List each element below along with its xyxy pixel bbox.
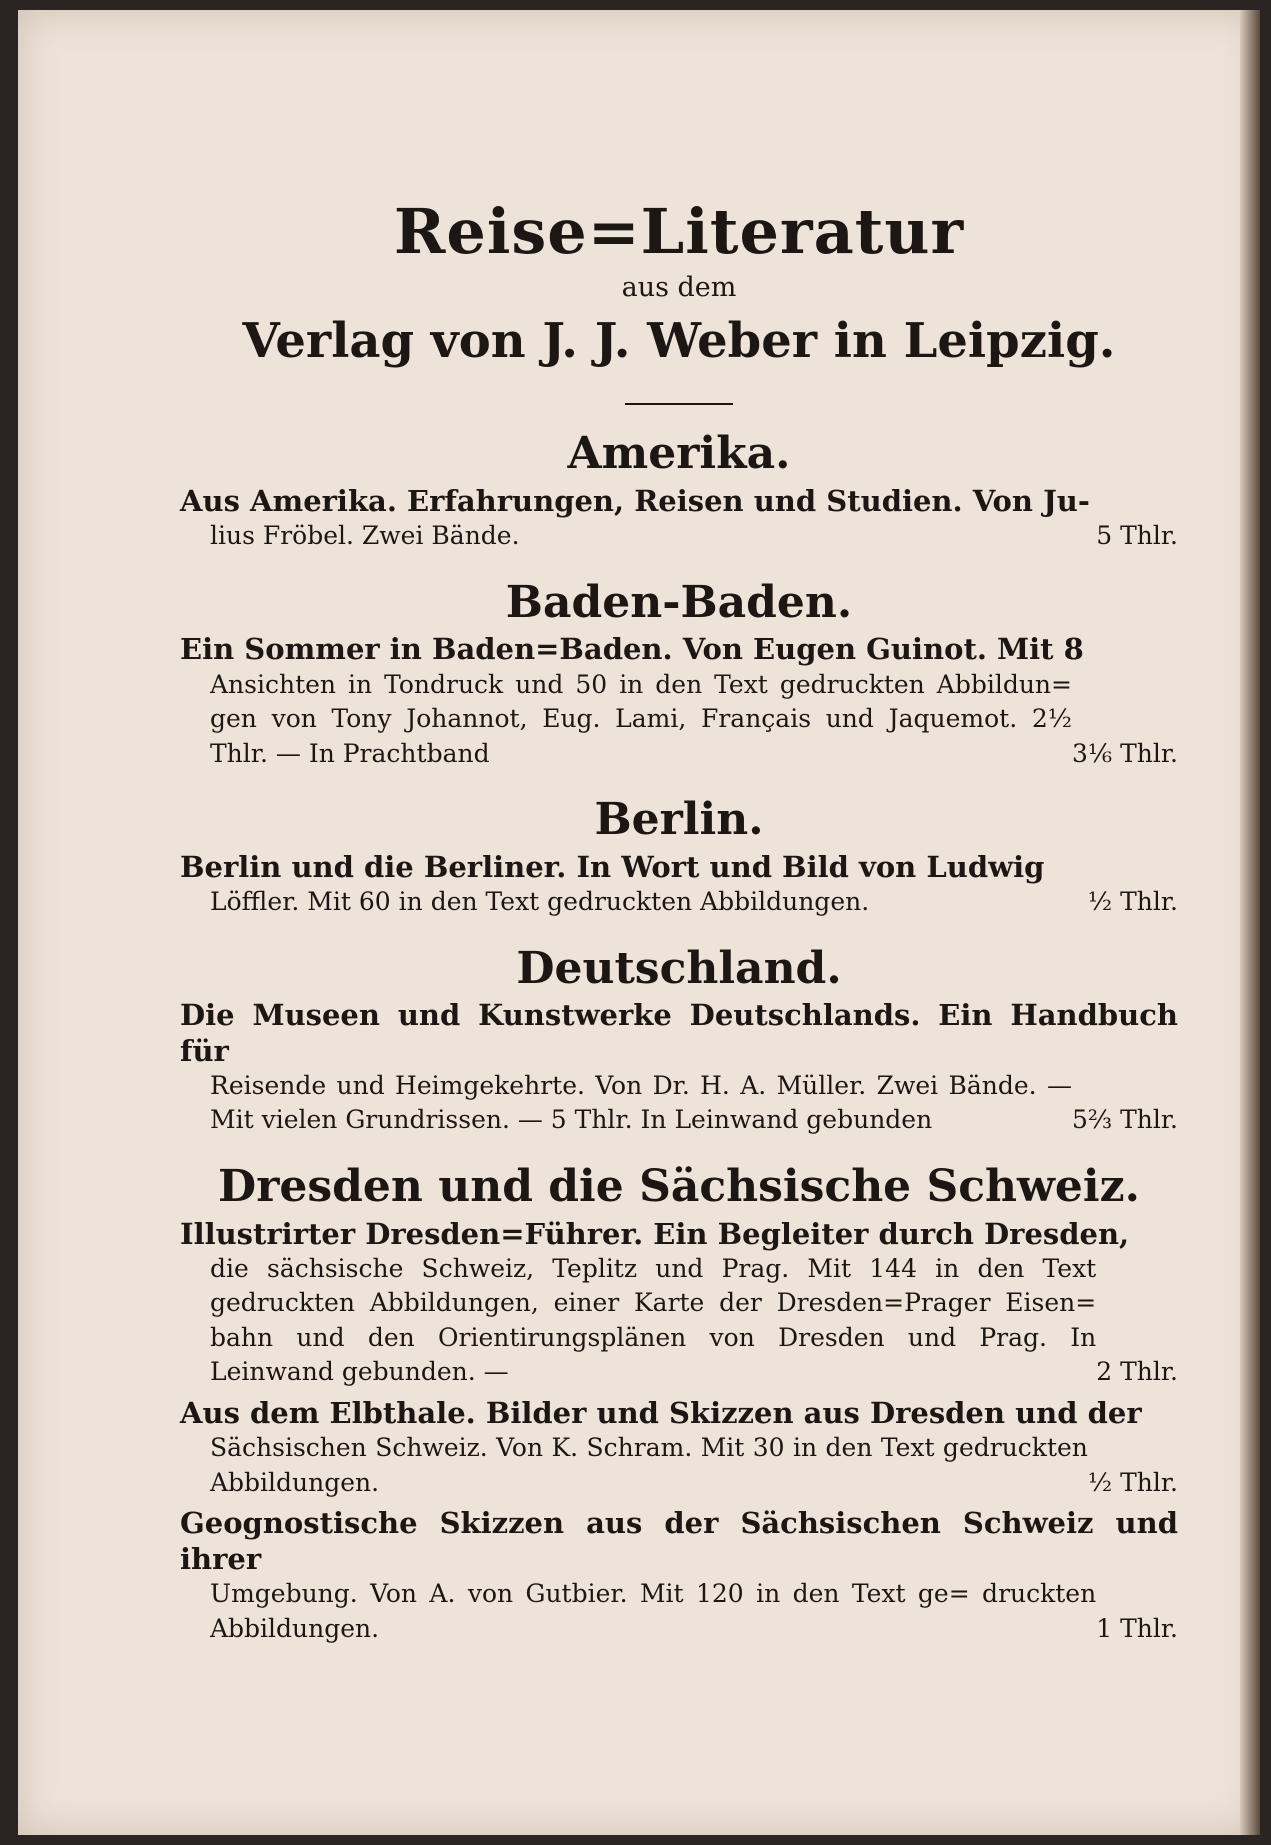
page [18,10,1260,1835]
entry-price: 3⅙ Thlr. [1071,738,1178,768]
entry-price: 2 Thlr. [1096,1357,1178,1387]
book-entry [180,1506,1178,1646]
book-entry [180,998,1178,1138]
entry-body [180,519,1178,554]
entry-body [180,1577,1178,1646]
entry-description: Reisende und Heimgekehrte. Von Dr. H. A. Müller. Zwei Bände. — Mit vielen Grundrissen. — 5 Thlr. In Leinwand gebunden [210,1070,1072,1135]
section-amerika [180,429,1178,553]
entry-body [180,1069,1178,1138]
entry-title: Ein Sommer in Baden=Baden. Von Eugen Guinot. Mit 8 [180,632,1084,667]
entry-title: Aus dem Elbthale. Bilder und Skizzen aus Dresden und der [180,1395,1142,1430]
book-entry [180,484,1178,554]
entry-title: Aus Amerika. Erfahrungen, Reisen und Studien. Von Ju- [180,483,1090,518]
book-entry [180,1396,1178,1500]
entry-body [180,1431,1178,1500]
entry-title: Die Museen und Kunstwerke Deutschlands. Ein Handbuch für [180,998,1178,1068]
section-heading: Deutschland. [516,942,842,994]
entry-description: lius Fröbel. Zwei Bände. [210,521,520,551]
entry-price: ½ Thlr. [1087,887,1178,917]
entry-title: Berlin und die Berliner. In Wort und Bild von Ludwig [180,849,1045,884]
section-heading: Berlin. [594,794,764,846]
section-baden-baden [180,578,1178,771]
entry-description: Löffler. Mit 60 in den Text gedruckten Abbildungen. [210,887,870,917]
entry-description: die sächsische Schweiz, Teplitz und Prag. Mit 144 in den Text gedruckten Abbildungen, einer Karte der Dresden=Prager Eisen= bahn und den Orientirungsplänen von Dresden und Prag. In Leinwand gebunden. — [210,1253,1097,1387]
section-deutschland [180,944,1178,1138]
entry-description: Ansichten in Tondruck und 50 in den Text gedruckten Abbildun= gen von Tony Johannot, Eug. Lami, Français und Jaquemot. 2½ Thlr. — In Prachtband [210,669,1072,768]
publisher-line: Verlag von J. J. Weber in Leipzig. [242,313,1116,370]
entry-body [180,668,1178,772]
entry-title: Illustrirter Dresden=Führer. Ein Begleiter durch Dresden, [180,1216,1130,1251]
section-berlin [180,795,1178,919]
entry-price: 5 Thlr. [1096,521,1178,551]
book-entry [180,850,1178,920]
section-heading: Dresden und die Sächsische Schweiz. [218,1160,1140,1212]
page-subtitle: aus dem [621,272,737,304]
page-title: Reise=Literatur [393,195,965,268]
entry-description: Sächsischen Schweiz. Von K. Schram. Mit 30 in den Text gedruckten Abbildungen. [210,1433,1088,1497]
book-binding [1240,10,1260,1835]
entry-body [180,1252,1178,1390]
entry-description: Umgebung. Von A. von Gutbier. Mit 120 in den Text ge= druckten Abbildungen. [210,1579,1097,1643]
content [180,160,1178,1652]
entry-body [180,885,1178,920]
entry-price: ½ Thlr. [1087,1467,1178,1497]
section-heading: Amerika. [567,428,791,480]
entry-title: Geognostische Skizzen aus der Sächsischen Schweiz und ihrer [180,1506,1178,1576]
entry-price: 5⅔ Thlr. [1071,1105,1178,1135]
entry-price: 1 Thlr. [1096,1613,1178,1643]
divider [625,403,733,405]
section-heading: Baden-Baden. [505,576,853,628]
book-entry [180,632,1178,771]
section-dresden [180,1162,1178,1646]
book-entry [180,1217,1178,1390]
